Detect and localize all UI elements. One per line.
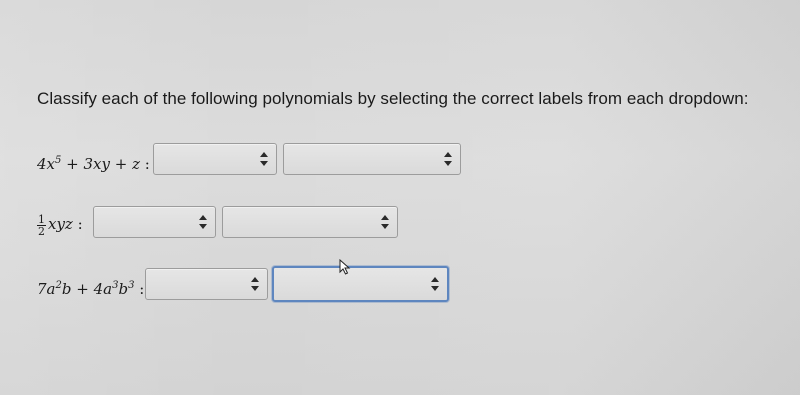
polynomial-row-3	[0, 268, 800, 304]
updown-arrows-icon	[431, 277, 439, 291]
classification-dropdown-2a[interactable]	[93, 206, 216, 238]
question-prompt: Classify each of the following polynomials by selecting the correct labels from each dropdown:	[37, 89, 749, 108]
polynomial-expression-3: $7a^2b + 4a^3b^3$ :	[37, 280, 145, 298]
classification-dropdown-1b[interactable]	[283, 143, 461, 175]
classification-dropdown-3b[interactable]	[272, 266, 449, 302]
classification-dropdown-3a[interactable]	[145, 268, 268, 300]
mouse-pointer-icon	[339, 259, 351, 275]
polynomial-expression-2: $\frac{1}{2}$ xyz :	[38, 212, 83, 238]
polynomial-row-1	[0, 143, 800, 179]
updown-arrows-icon	[199, 215, 207, 229]
polynomial-row-2	[0, 206, 800, 242]
classification-dropdown-2b[interactable]	[222, 206, 398, 238]
updown-arrows-icon	[381, 215, 389, 229]
updown-arrows-icon	[251, 277, 259, 291]
fraction: $\frac{1}{2}$	[38, 212, 45, 238]
polynomial-expression-1: $4x^5 + 3xy + z$ :	[37, 155, 150, 173]
updown-arrows-icon	[444, 152, 452, 166]
classification-dropdown-1a[interactable]	[153, 143, 277, 175]
updown-arrows-icon	[260, 152, 268, 166]
